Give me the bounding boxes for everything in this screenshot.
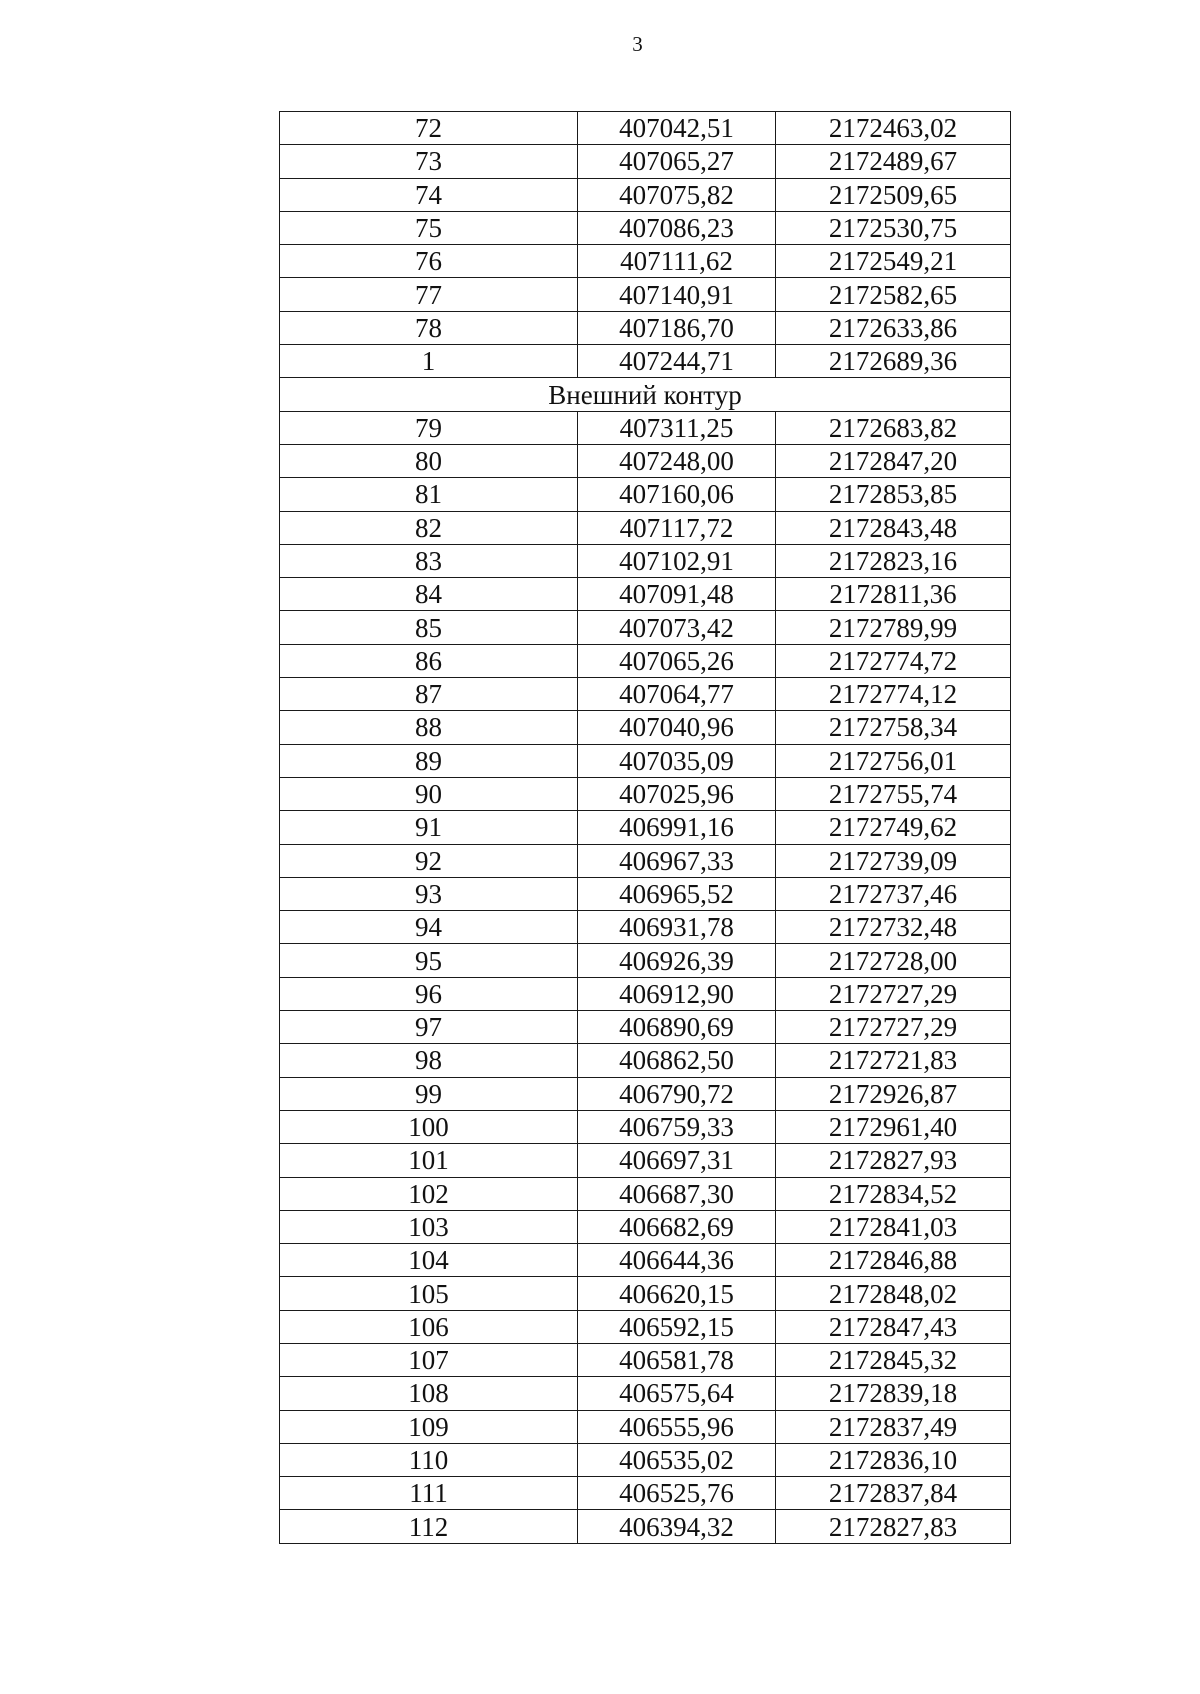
point-number-cell: 78 — [280, 311, 578, 344]
point-number-cell: 73 — [280, 145, 578, 178]
x-coordinate-cell: 406926,39 — [578, 944, 776, 977]
x-coordinate-cell: 407140,91 — [578, 278, 776, 311]
x-coordinate-cell: 406525,76 — [578, 1477, 776, 1510]
x-coordinate-cell: 407111,62 — [578, 245, 776, 278]
x-coordinate-cell: 407311,25 — [578, 411, 776, 444]
point-number-cell: 98 — [280, 1044, 578, 1077]
x-coordinate-cell: 406759,33 — [578, 1110, 776, 1143]
y-coordinate-cell: 2172841,03 — [776, 1210, 1011, 1243]
point-number-cell: 84 — [280, 578, 578, 611]
x-coordinate-cell: 407075,82 — [578, 178, 776, 211]
x-coordinate-cell: 406687,30 — [578, 1177, 776, 1210]
point-number-cell: 96 — [280, 977, 578, 1010]
point-number-cell: 75 — [280, 211, 578, 244]
x-coordinate-cell: 407064,77 — [578, 678, 776, 711]
table-row — [280, 311, 1011, 344]
x-coordinate-cell: 406967,33 — [578, 844, 776, 877]
table-row — [280, 977, 1011, 1010]
y-coordinate-cell: 2172721,83 — [776, 1044, 1011, 1077]
x-coordinate-cell: 406581,78 — [578, 1343, 776, 1376]
point-number-cell: 83 — [280, 544, 578, 577]
table-row — [280, 844, 1011, 877]
y-coordinate-cell: 2172789,99 — [776, 611, 1011, 644]
table-row — [280, 1443, 1011, 1476]
y-coordinate-cell: 2172749,62 — [776, 811, 1011, 844]
table-row — [280, 1044, 1011, 1077]
x-coordinate-cell: 406620,15 — [578, 1277, 776, 1310]
x-coordinate-cell: 407035,09 — [578, 744, 776, 777]
table-row — [280, 1510, 1011, 1543]
y-coordinate-cell: 2172845,32 — [776, 1343, 1011, 1376]
section-row — [280, 378, 1011, 411]
table-row — [280, 544, 1011, 577]
y-coordinate-cell: 2172463,02 — [776, 112, 1011, 145]
point-number-cell: 109 — [280, 1410, 578, 1443]
y-coordinate-cell: 2172727,29 — [776, 977, 1011, 1010]
x-coordinate-cell: 407073,42 — [578, 611, 776, 644]
section-title: Внешний контур — [280, 378, 1011, 411]
table-row — [280, 777, 1011, 810]
y-coordinate-cell: 2172727,29 — [776, 1011, 1011, 1044]
y-coordinate-cell: 2172774,12 — [776, 678, 1011, 711]
y-coordinate-cell: 2172847,43 — [776, 1310, 1011, 1343]
table-row — [280, 744, 1011, 777]
point-number-cell: 89 — [280, 744, 578, 777]
point-number-cell: 80 — [280, 444, 578, 477]
table-row — [280, 145, 1011, 178]
table-row — [280, 944, 1011, 977]
x-coordinate-cell: 407160,06 — [578, 478, 776, 511]
x-coordinate-cell: 407065,26 — [578, 644, 776, 677]
point-number-cell: 95 — [280, 944, 578, 977]
table-row — [280, 211, 1011, 244]
y-coordinate-cell: 2172509,65 — [776, 178, 1011, 211]
point-number-cell: 108 — [280, 1377, 578, 1410]
table-row — [280, 444, 1011, 477]
coordinates-table — [279, 111, 1011, 1544]
point-number-cell: 91 — [280, 811, 578, 844]
table-row — [280, 345, 1011, 378]
y-coordinate-cell: 2172633,86 — [776, 311, 1011, 344]
x-coordinate-cell: 406697,31 — [578, 1144, 776, 1177]
point-number-cell: 99 — [280, 1077, 578, 1110]
point-number-cell: 85 — [280, 611, 578, 644]
x-coordinate-cell: 407086,23 — [578, 211, 776, 244]
table-row — [280, 1244, 1011, 1277]
point-number-cell: 97 — [280, 1011, 578, 1044]
x-coordinate-cell: 406394,32 — [578, 1510, 776, 1543]
table-row — [280, 678, 1011, 711]
x-coordinate-cell: 406575,64 — [578, 1377, 776, 1410]
x-coordinate-cell: 406644,36 — [578, 1244, 776, 1277]
point-number-cell: 102 — [280, 1177, 578, 1210]
y-coordinate-cell: 2172837,49 — [776, 1410, 1011, 1443]
y-coordinate-cell: 2172758,34 — [776, 711, 1011, 744]
x-coordinate-cell: 407102,91 — [578, 544, 776, 577]
table-row — [280, 245, 1011, 278]
y-coordinate-cell: 2172689,36 — [776, 345, 1011, 378]
table-row — [280, 877, 1011, 910]
y-coordinate-cell: 2172530,75 — [776, 211, 1011, 244]
y-coordinate-cell: 2172683,82 — [776, 411, 1011, 444]
y-coordinate-cell: 2172755,74 — [776, 777, 1011, 810]
x-coordinate-cell: 406965,52 — [578, 877, 776, 910]
y-coordinate-cell: 2172836,10 — [776, 1443, 1011, 1476]
table-row — [280, 478, 1011, 511]
y-coordinate-cell: 2172489,67 — [776, 145, 1011, 178]
y-coordinate-cell: 2172582,65 — [776, 278, 1011, 311]
y-coordinate-cell: 2172834,52 — [776, 1177, 1011, 1210]
y-coordinate-cell: 2172846,88 — [776, 1244, 1011, 1277]
y-coordinate-cell: 2172837,84 — [776, 1477, 1011, 1510]
point-number-cell: 87 — [280, 678, 578, 711]
y-coordinate-cell: 2172823,16 — [776, 544, 1011, 577]
x-coordinate-cell: 406555,96 — [578, 1410, 776, 1443]
x-coordinate-cell: 407248,00 — [578, 444, 776, 477]
table-row — [280, 1110, 1011, 1143]
point-number-cell: 106 — [280, 1310, 578, 1343]
y-coordinate-cell: 2172549,21 — [776, 245, 1011, 278]
point-number-cell: 105 — [280, 1277, 578, 1310]
table-row — [280, 1210, 1011, 1243]
x-coordinate-cell: 407042,51 — [578, 112, 776, 145]
x-coordinate-cell: 407186,70 — [578, 311, 776, 344]
table-row — [280, 1144, 1011, 1177]
table-row — [280, 1011, 1011, 1044]
x-coordinate-cell: 406592,15 — [578, 1310, 776, 1343]
y-coordinate-cell: 2172827,83 — [776, 1510, 1011, 1543]
table-row — [280, 278, 1011, 311]
y-coordinate-cell: 2172853,85 — [776, 478, 1011, 511]
table-row — [280, 1077, 1011, 1110]
table-row — [280, 1177, 1011, 1210]
y-coordinate-cell: 2172961,40 — [776, 1110, 1011, 1143]
table-row — [280, 711, 1011, 744]
table-row — [280, 811, 1011, 844]
table-row — [280, 1477, 1011, 1510]
x-coordinate-cell: 407025,96 — [578, 777, 776, 810]
point-number-cell: 76 — [280, 245, 578, 278]
y-coordinate-cell: 2172811,36 — [776, 578, 1011, 611]
x-coordinate-cell: 406890,69 — [578, 1011, 776, 1044]
coordinates-table-body — [280, 112, 1011, 1544]
x-coordinate-cell: 406931,78 — [578, 911, 776, 944]
table-row — [280, 1377, 1011, 1410]
x-coordinate-cell: 407244,71 — [578, 345, 776, 378]
point-number-cell: 112 — [280, 1510, 578, 1543]
table-row — [280, 911, 1011, 944]
x-coordinate-cell: 406790,72 — [578, 1077, 776, 1110]
point-number-cell: 92 — [280, 844, 578, 877]
y-coordinate-cell: 2172774,72 — [776, 644, 1011, 677]
point-number-cell: 72 — [280, 112, 578, 145]
table-row — [280, 511, 1011, 544]
y-coordinate-cell: 2172847,20 — [776, 444, 1011, 477]
table-row — [280, 112, 1011, 145]
table-row — [280, 178, 1011, 211]
y-coordinate-cell: 2172737,46 — [776, 877, 1011, 910]
point-number-cell: 77 — [280, 278, 578, 311]
y-coordinate-cell: 2172926,87 — [776, 1077, 1011, 1110]
x-coordinate-cell: 406535,02 — [578, 1443, 776, 1476]
x-coordinate-cell: 406991,16 — [578, 811, 776, 844]
table-row — [280, 578, 1011, 611]
y-coordinate-cell: 2172827,93 — [776, 1144, 1011, 1177]
y-coordinate-cell: 2172739,09 — [776, 844, 1011, 877]
point-number-cell: 90 — [280, 777, 578, 810]
y-coordinate-cell: 2172843,48 — [776, 511, 1011, 544]
point-number-cell: 93 — [280, 877, 578, 910]
point-number-cell: 100 — [280, 1110, 578, 1143]
point-number-cell: 111 — [280, 1477, 578, 1510]
point-number-cell: 104 — [280, 1244, 578, 1277]
x-coordinate-cell: 406682,69 — [578, 1210, 776, 1243]
point-number-cell: 81 — [280, 478, 578, 511]
y-coordinate-cell: 2172756,01 — [776, 744, 1011, 777]
y-coordinate-cell: 2172848,02 — [776, 1277, 1011, 1310]
point-number-cell: 103 — [280, 1210, 578, 1243]
point-number-cell: 110 — [280, 1443, 578, 1476]
x-coordinate-cell: 407065,27 — [578, 145, 776, 178]
table-row — [280, 1310, 1011, 1343]
y-coordinate-cell: 2172732,48 — [776, 911, 1011, 944]
y-coordinate-cell: 2172839,18 — [776, 1377, 1011, 1410]
point-number-cell: 107 — [280, 1343, 578, 1376]
point-number-cell: 86 — [280, 644, 578, 677]
point-number-cell: 74 — [280, 178, 578, 211]
table-row — [280, 611, 1011, 644]
x-coordinate-cell: 406862,50 — [578, 1044, 776, 1077]
table-row — [280, 1410, 1011, 1443]
point-number-cell: 82 — [280, 511, 578, 544]
point-number-cell: 1 — [280, 345, 578, 378]
x-coordinate-cell: 407091,48 — [578, 578, 776, 611]
point-number-cell: 101 — [280, 1144, 578, 1177]
table-row — [280, 1277, 1011, 1310]
point-number-cell: 79 — [280, 411, 578, 444]
table-row — [280, 1343, 1011, 1376]
point-number-cell: 88 — [280, 711, 578, 744]
page-number: 3 — [632, 32, 643, 56]
table-row — [280, 644, 1011, 677]
point-number-cell: 94 — [280, 911, 578, 944]
y-coordinate-cell: 2172728,00 — [776, 944, 1011, 977]
x-coordinate-cell: 406912,90 — [578, 977, 776, 1010]
x-coordinate-cell: 407040,96 — [578, 711, 776, 744]
table-row — [280, 411, 1011, 444]
x-coordinate-cell: 407117,72 — [578, 511, 776, 544]
